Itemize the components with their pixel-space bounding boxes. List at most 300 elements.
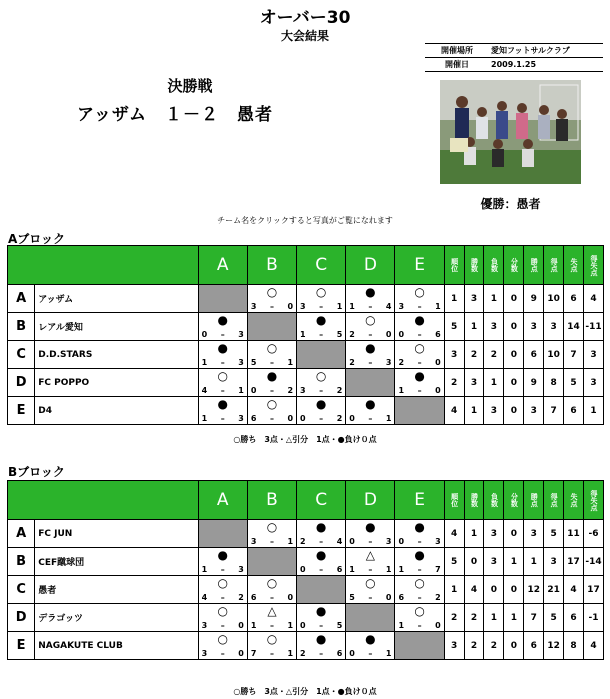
match-score [349, 302, 391, 311]
stat-value: 2 [484, 632, 504, 660]
team-name-link[interactable]: レアル愛知 [35, 313, 198, 341]
score-against: 1 [385, 649, 392, 658]
stat-header: 負数 [484, 481, 504, 520]
stat-value: 3 [544, 548, 564, 576]
stat-value: 12 [544, 632, 564, 660]
self-match-cell [395, 632, 444, 660]
result-symbol: ● [414, 520, 425, 534]
match-score [398, 621, 440, 630]
match-score [349, 537, 391, 546]
team-row [8, 548, 604, 576]
result-symbol: ● [315, 397, 327, 411]
match-score [251, 649, 293, 658]
score-for: 2 [349, 330, 355, 339]
match-result-cell [297, 604, 346, 632]
stat-value: 5 [544, 520, 564, 548]
stat-value: 3 [444, 341, 464, 369]
score-for: 0 [250, 386, 257, 395]
match-score [202, 565, 244, 574]
stat-value: 3 [524, 313, 544, 341]
score-for: 0 [300, 621, 306, 630]
stat-value: 1 [484, 285, 504, 313]
venue-row [425, 44, 603, 58]
match-result-cell [198, 632, 247, 660]
match-result-cell [346, 397, 395, 425]
date-value: 2009.1.25 [489, 58, 603, 72]
team-row [8, 397, 604, 425]
score-against: 2 [336, 414, 343, 423]
score-dash: – [319, 414, 324, 423]
stat-value: 3 [524, 520, 544, 548]
header-blank [8, 246, 199, 285]
team-name-link[interactable]: アッザム [35, 285, 198, 313]
match-score [202, 593, 244, 602]
score-for: 1 [201, 414, 208, 423]
block-b-legend: ○勝ち 3点・△引分 1点・●負け０点 [233, 687, 377, 696]
score-dash: – [269, 414, 274, 423]
score-against: 6 [435, 330, 441, 339]
stat-value: -1 [583, 604, 603, 632]
stat-value: 3 [583, 369, 603, 397]
column-header: B [247, 481, 296, 520]
column-header: B [247, 246, 296, 285]
score-dash: – [319, 386, 324, 395]
score-against: 1 [238, 386, 244, 395]
match-result-cell [198, 548, 247, 576]
block-a-table [7, 245, 604, 425]
score-against: 2 [435, 593, 441, 602]
match-result-cell [247, 285, 296, 313]
team-name-link[interactable]: CEF蹴球団 [35, 548, 198, 576]
result-symbol: ● [315, 520, 327, 534]
team-row [8, 632, 604, 660]
match-result-cell [297, 313, 346, 341]
match-result-cell [346, 341, 395, 369]
match-score [398, 330, 440, 339]
stat-header: 勝点 [524, 246, 544, 285]
score-for: 4 [201, 593, 208, 602]
result-symbol: ○ [217, 369, 228, 383]
stat-value: 2 [444, 604, 464, 632]
score-for: 3 [201, 621, 208, 630]
score-dash: – [368, 330, 373, 339]
stat-value: -6 [583, 520, 603, 548]
match-result-cell [395, 341, 444, 369]
score-dash: – [269, 537, 274, 546]
score-dash: – [417, 565, 422, 574]
match-score [202, 649, 244, 658]
team-name-link[interactable]: NAGAKUTE CLUB [35, 632, 198, 660]
score-against: 6 [336, 649, 343, 658]
score-for: 5 [349, 593, 355, 602]
score-dash: – [368, 414, 373, 423]
score-for: 1 [398, 386, 405, 395]
result-symbol: ● [217, 313, 228, 327]
stat-value: 1 [464, 397, 484, 425]
result-symbol: ○ [365, 576, 376, 590]
stat-value: 1 [444, 285, 464, 313]
stat-value: 0 [484, 576, 504, 604]
score-dash: – [220, 565, 225, 574]
score-against: 0 [238, 621, 244, 630]
score-against: 1 [435, 302, 441, 311]
stat-value: 5 [544, 604, 564, 632]
match-result-cell [297, 285, 346, 313]
match-score [251, 302, 293, 311]
match-result-cell [395, 313, 444, 341]
match-result-cell [395, 604, 444, 632]
result-symbol: ○ [315, 285, 327, 299]
stat-value: 1 [464, 520, 484, 548]
stat-value: 2 [464, 632, 484, 660]
self-match-cell [346, 369, 395, 397]
match-result-cell [346, 632, 395, 660]
match-score [398, 593, 440, 602]
score-dash: – [220, 386, 225, 395]
score-for: 0 [349, 649, 355, 658]
score-against: 3 [435, 537, 441, 546]
team-row [8, 313, 604, 341]
self-match-cell [395, 397, 444, 425]
column-header: E [395, 481, 444, 520]
match-result-cell [346, 285, 395, 313]
score-against: 1 [287, 358, 294, 367]
match-score [202, 386, 244, 395]
score-against: 7 [435, 565, 441, 574]
score-against: 2 [287, 386, 294, 395]
match-result-cell [247, 632, 296, 660]
result-symbol: ○ [217, 604, 228, 618]
stat-header: 分数 [504, 481, 524, 520]
stat-value: 10 [544, 285, 564, 313]
score-for: 3 [300, 386, 306, 395]
stat-value: 9 [524, 369, 544, 397]
match-score [300, 565, 342, 574]
team-name-link[interactable]: デラゴッツ [35, 604, 198, 632]
result-symbol: ○ [266, 576, 278, 590]
score-dash: – [319, 621, 324, 630]
score-for: 4 [201, 386, 208, 395]
result-symbol: ○ [365, 313, 376, 327]
score-for: 3 [250, 302, 257, 311]
stat-value: 3 [484, 313, 504, 341]
result-symbol: ● [315, 548, 327, 562]
match-result-cell [297, 548, 346, 576]
score-against: 0 [435, 358, 441, 367]
result-symbol: ○ [217, 632, 228, 646]
team-letter: D [8, 369, 35, 397]
team-row [8, 520, 604, 548]
stat-value: 0 [504, 576, 524, 604]
score-dash: – [417, 593, 422, 602]
stat-value: 5 [564, 369, 584, 397]
match-score [349, 330, 391, 339]
score-dash: – [220, 358, 225, 367]
score-for: 1 [398, 565, 405, 574]
team-row [8, 341, 604, 369]
stat-value: 7 [524, 604, 544, 632]
match-result-cell [297, 632, 346, 660]
score-for: 0 [300, 414, 306, 423]
final-result: アッザム １－２ 愚者 [77, 105, 273, 125]
match-score [300, 621, 342, 630]
stat-value: 14 [564, 313, 584, 341]
stat-value: 0 [504, 397, 524, 425]
block-a-legend: ○勝ち 3点・△引分 1点・●負け０点 [233, 435, 377, 444]
score-for: 0 [349, 537, 355, 546]
result-symbol: ○ [414, 341, 425, 355]
score-dash: – [220, 414, 225, 423]
score-for: 1 [349, 565, 355, 574]
event-info-table [425, 43, 603, 72]
stat-value: -14 [583, 548, 603, 576]
stat-value: 1 [583, 397, 603, 425]
match-score [300, 414, 342, 423]
result-symbol: △ [267, 604, 277, 618]
score-dash: – [319, 565, 324, 574]
result-symbol: ○ [266, 397, 278, 411]
match-score [300, 386, 342, 395]
result-symbol: ● [365, 520, 376, 534]
team-name-link[interactable]: D4 [35, 397, 198, 425]
stat-value: 7 [544, 397, 564, 425]
score-dash: – [368, 649, 373, 658]
score-against: 1 [287, 537, 294, 546]
score-dash: – [417, 621, 422, 630]
stat-value: 11 [564, 520, 584, 548]
stat-value: 3 [544, 313, 564, 341]
score-for: 5 [250, 358, 257, 367]
score-against: 3 [238, 565, 244, 574]
score-for: 0 [398, 537, 405, 546]
stat-header: 得点 [544, 246, 564, 285]
stat-value: 4 [564, 576, 584, 604]
score-dash: – [417, 358, 422, 367]
score-dash: – [417, 302, 422, 311]
score-for: 3 [201, 649, 208, 658]
score-for: 6 [398, 593, 405, 602]
stat-value: 4 [583, 285, 603, 313]
score-against: 6 [336, 565, 343, 574]
stat-header: 得失点 [583, 481, 603, 520]
score-for: 1 [349, 302, 355, 311]
stat-value: 2 [484, 341, 504, 369]
result-symbol: ○ [414, 285, 425, 299]
stat-value: 3 [583, 341, 603, 369]
result-symbol: ● [414, 548, 425, 562]
stat-value: 1 [464, 313, 484, 341]
stat-value: 3 [484, 548, 504, 576]
score-against: 1 [287, 649, 294, 658]
score-for: 3 [250, 537, 257, 546]
stat-value: 5 [444, 548, 464, 576]
stat-value: 10 [544, 341, 564, 369]
match-result-cell [198, 369, 247, 397]
column-header: E [395, 246, 444, 285]
score-dash: – [269, 621, 274, 630]
team-letter: D [8, 604, 35, 632]
score-against: 0 [435, 621, 441, 630]
stat-header: 得失点 [583, 246, 603, 285]
match-score [349, 358, 391, 367]
stat-header: 分数 [504, 246, 524, 285]
stat-value: 4 [444, 520, 464, 548]
stat-value: 17 [564, 548, 584, 576]
match-result-cell [395, 548, 444, 576]
column-header: A [198, 246, 247, 285]
match-score [398, 358, 440, 367]
score-for: 0 [398, 330, 405, 339]
self-match-cell [198, 285, 247, 313]
team-name-link[interactable]: FC POPPO [35, 369, 198, 397]
score-against: 0 [287, 414, 294, 423]
team-name-link[interactable]: FC JUN [35, 520, 198, 548]
photo-note: チーム名をクリックすると写真がご覧になれます [217, 216, 393, 225]
stat-value: 3 [464, 369, 484, 397]
stat-value: 6 [564, 604, 584, 632]
stat-value: 6 [524, 341, 544, 369]
score-against: 1 [287, 621, 294, 630]
stat-header: 得点 [544, 481, 564, 520]
match-score [251, 386, 293, 395]
match-result-cell [395, 285, 444, 313]
match-result-cell [346, 520, 395, 548]
column-header: D [346, 481, 395, 520]
table-header-row [8, 246, 604, 285]
self-match-cell [346, 604, 395, 632]
stat-value: 6 [564, 285, 584, 313]
result-symbol: ○ [315, 369, 327, 383]
stat-header: 失点 [564, 246, 584, 285]
score-dash: – [269, 593, 274, 602]
result-symbol: ● [315, 313, 327, 327]
score-dash: – [319, 649, 324, 658]
score-dash: – [368, 593, 373, 602]
score-dash: – [269, 302, 274, 311]
team-letter: A [8, 285, 35, 313]
score-for: 7 [250, 649, 257, 658]
stat-value: 1 [504, 548, 524, 576]
match-result-cell [198, 341, 247, 369]
score-against: 3 [238, 358, 244, 367]
page-title: オーバー30 [259, 8, 351, 28]
score-dash: – [220, 621, 225, 630]
score-dash: – [368, 565, 373, 574]
team-name-link[interactable]: D.D.STARS [35, 341, 198, 369]
score-for: 3 [398, 302, 405, 311]
self-match-cell [198, 520, 247, 548]
score-for: 3 [300, 302, 306, 311]
team-letter: E [8, 397, 35, 425]
stat-value: 0 [504, 369, 524, 397]
result-symbol: ● [414, 369, 425, 383]
stat-value: 4 [464, 576, 484, 604]
stat-value: 1 [484, 369, 504, 397]
stat-value: 3 [524, 397, 544, 425]
match-score [398, 302, 440, 311]
stat-header: 順位 [444, 246, 464, 285]
stat-value: 17 [583, 576, 603, 604]
stat-value: 3 [484, 397, 504, 425]
match-score [349, 565, 391, 574]
column-header: C [297, 246, 346, 285]
stat-value: 7 [564, 341, 584, 369]
result-symbol: ○ [217, 576, 228, 590]
result-symbol: ● [217, 341, 228, 355]
score-dash: – [319, 537, 324, 546]
score-against: 0 [385, 330, 392, 339]
stat-value: -11 [583, 313, 603, 341]
score-dash: – [368, 358, 373, 367]
stat-value: 0 [504, 520, 524, 548]
self-match-cell [247, 548, 296, 576]
match-result-cell [395, 369, 444, 397]
stat-header: 勝数 [464, 481, 484, 520]
stat-value: 6 [564, 397, 584, 425]
stat-value: 3 [464, 285, 484, 313]
block-b-table [7, 480, 604, 660]
table-header-row [8, 481, 604, 520]
score-against: 0 [287, 593, 294, 602]
score-dash: – [269, 358, 274, 367]
match-score [251, 414, 293, 423]
result-symbol: △ [365, 548, 375, 562]
score-against: 0 [435, 386, 441, 395]
score-against: 1 [385, 565, 392, 574]
result-symbol: ○ [266, 285, 278, 299]
score-dash: – [319, 330, 324, 339]
team-row [8, 604, 604, 632]
result-symbol: ● [365, 341, 376, 355]
match-result-cell [198, 397, 247, 425]
score-against: 5 [336, 330, 343, 339]
score-dash: – [269, 649, 274, 658]
match-result-cell [198, 604, 247, 632]
match-result-cell [247, 520, 296, 548]
match-result-cell [247, 369, 296, 397]
match-score [202, 621, 244, 630]
match-result-cell [346, 313, 395, 341]
score-for: 1 [300, 330, 306, 339]
stat-value: 4 [444, 397, 464, 425]
match-score [251, 358, 293, 367]
team-name-link[interactable]: 愚者 [35, 576, 198, 604]
score-for: 1 [250, 621, 257, 630]
team-letter: E [8, 632, 35, 660]
date-label: 開催日 [425, 58, 489, 72]
match-score [349, 414, 391, 423]
match-score [202, 330, 244, 339]
match-score [300, 330, 342, 339]
match-result-cell [198, 576, 247, 604]
score-against: 5 [336, 621, 343, 630]
column-header: C [297, 481, 346, 520]
stat-value: 6 [524, 632, 544, 660]
result-symbol: ● [315, 604, 327, 618]
score-against: 3 [238, 414, 244, 423]
match-score [251, 537, 293, 546]
stat-value: 1 [524, 548, 544, 576]
match-result-cell [297, 369, 346, 397]
match-score [349, 649, 391, 658]
stat-value: 21 [544, 576, 564, 604]
match-score [202, 414, 244, 423]
stat-header: 負数 [484, 246, 504, 285]
stat-value: 0 [504, 313, 524, 341]
self-match-cell [247, 313, 296, 341]
match-result-cell [247, 341, 296, 369]
result-symbol: ○ [414, 576, 425, 590]
